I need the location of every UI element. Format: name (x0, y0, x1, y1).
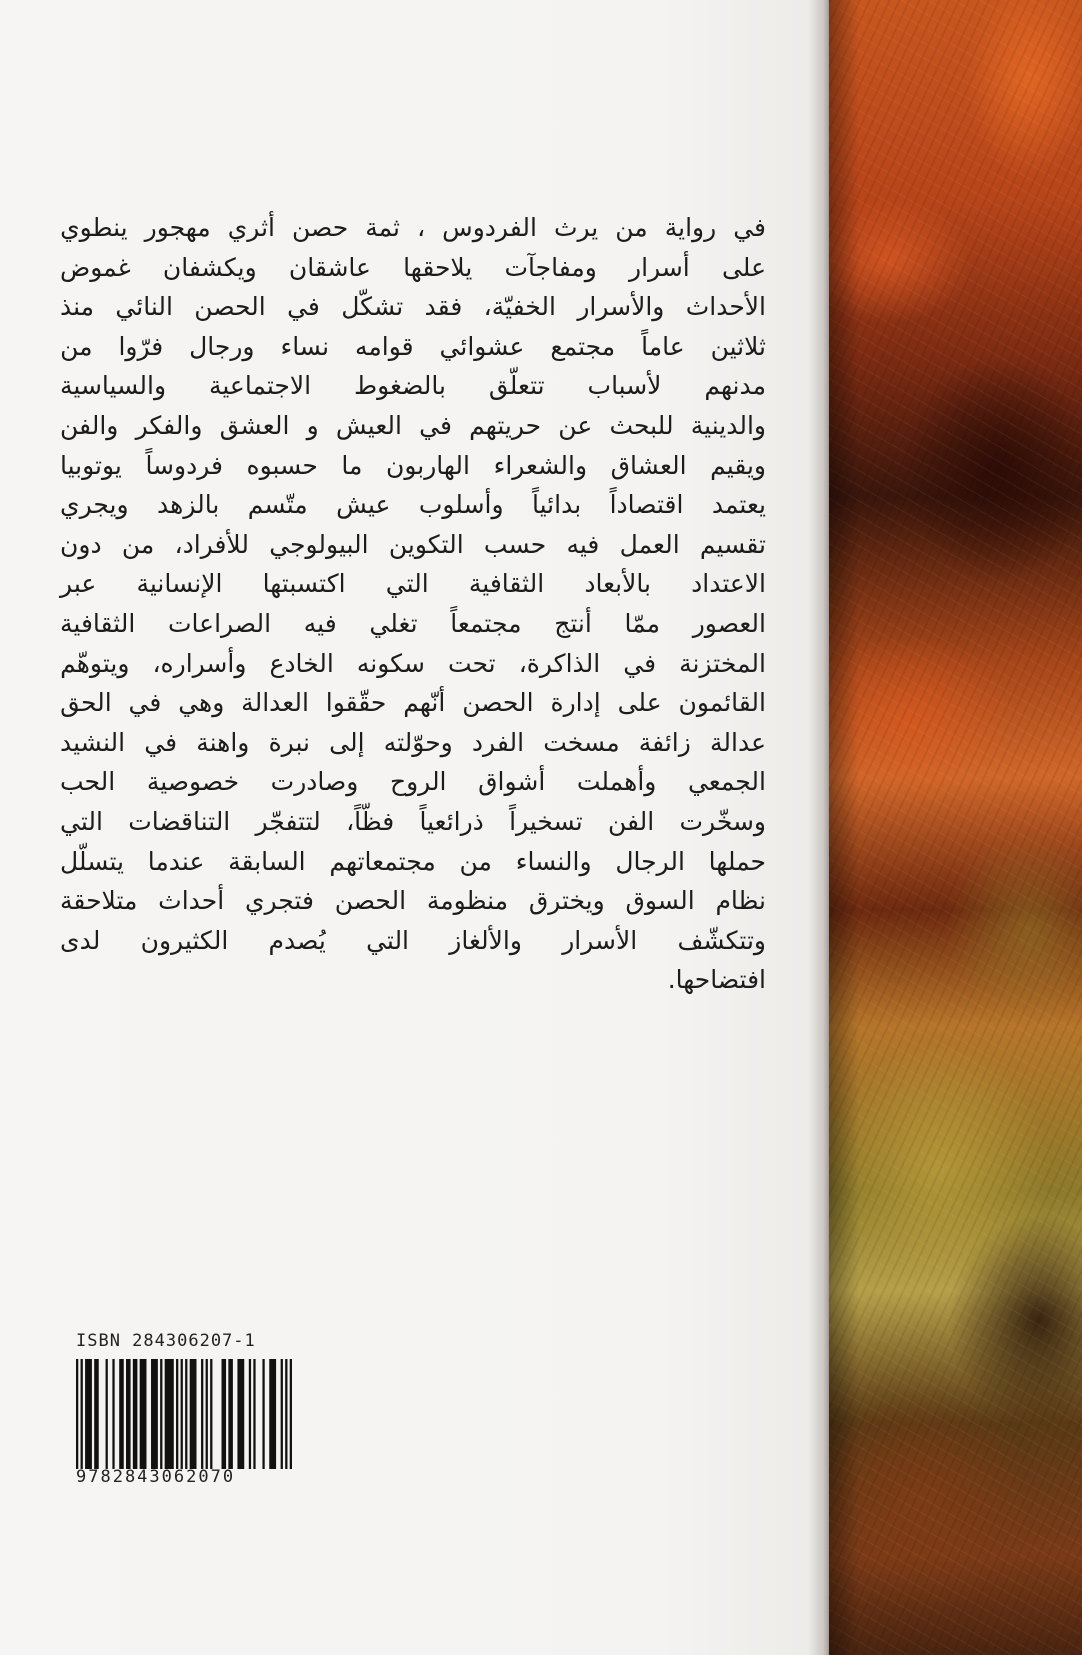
barcode-bar (119, 1359, 124, 1469)
spine-shadow (808, 0, 830, 1655)
barcode-bar (190, 1359, 197, 1469)
barcode-icon (76, 1359, 292, 1469)
ean-digits: 9782843062070 (76, 1467, 236, 1487)
barcode-bar (201, 1359, 203, 1469)
synopsis-line: الجمعي وأهملت أشواق الروح وصادرت خصوصية الحب (60, 767, 766, 797)
barcode-bar (253, 1359, 255, 1469)
synopsis-line: العصور ممّا أنتج مجتمعاً تغلي فيه الصراعات الثقافية (60, 608, 766, 638)
synopsis-line: مدنهم لأسباب تتعلّق بالضغوط الاجتماعية والسياسية (60, 371, 766, 401)
barcode-bar (285, 1359, 287, 1469)
barcode-bar (206, 1359, 208, 1469)
synopsis-line: الأحداث والأسرار الخفيّة، فقد تشكّل في الحصن النائي منذ (60, 292, 766, 322)
barcode-bar (210, 1359, 212, 1469)
barcode-bar (81, 1359, 83, 1469)
barcode-bar (140, 1359, 147, 1469)
barcode-bar (106, 1359, 108, 1469)
isbn-number: ISBN 284306207-1 (76, 1331, 256, 1351)
synopsis-line: في رواية من يرث الفردوس ، ثمة حصن أثري مهجور ينطوي (60, 213, 766, 242)
synopsis-line: والدينية للبحث عن حريتهم في العيش و العشق والفكر والفن (60, 410, 766, 440)
synopsis-paragraph (60, 208, 766, 1000)
barcode-bar (181, 1359, 183, 1469)
synopsis-line: المختزنة في الذاكرة، تحت سكونه الخادع وأسراره، ويتوهّم (60, 648, 766, 678)
barcode-bar (222, 1359, 227, 1469)
synopsis-line: الاعتداد بالأبعاد الثقافية التي اكتسبتها الإنسانية عبر (60, 569, 766, 599)
barcode-bar (281, 1359, 283, 1469)
barcode-bar (160, 1359, 162, 1469)
barcode-background (76, 1359, 292, 1469)
barcode-bar (262, 1359, 264, 1469)
synopsis-line: يعتمد اقتصاداً بدائياً وأسلوب عيش متّسم بالزهد ويجري (60, 490, 766, 520)
barcode-bar (94, 1359, 99, 1469)
barcode-bar (151, 1359, 158, 1469)
barcode-bar (228, 1359, 233, 1469)
synopsis-line: تقسيم العمل فيه حسب التكوين البيولوجي للأفراد، من دون (60, 529, 766, 559)
synopsis-line: القائمون على إدارة الحصن أنّهم حقّقوا العدالة وهي في الحق (60, 688, 766, 718)
synopsis-line: ويقيم العشاق والشعراء الهاربون ما حسبوه فردوساً يوتوبيا (60, 450, 766, 480)
barcode-bar (133, 1359, 138, 1469)
barcode-bar (269, 1359, 276, 1469)
cover-art-strip (829, 0, 1082, 1655)
synopsis-line: نظام السوق ويخترق منظومة الحصن فتجري أحداث متلاحقة (60, 886, 766, 916)
barcode-bar (126, 1359, 131, 1469)
synopsis-line: على أسرار ومفاجآت يلاحقها عاشقان ويكشفان غموض (60, 252, 766, 282)
synopsis-line: حملها الرجال والنساء من مجتمعاتهم السابقة عندما يتسلّل (60, 846, 766, 876)
barcode-bar (290, 1359, 292, 1469)
barcode-bar (237, 1359, 244, 1469)
barcode-bar (185, 1359, 187, 1469)
barcode-bar (76, 1359, 78, 1469)
synopsis-line: ثلاثين عاماً مجتمع عشوائي قوامه نساء ورجال فرّوا من (60, 331, 766, 361)
barcode-bar (85, 1359, 92, 1469)
synopsis-line: عدالة زائفة مسخت الفرد وحوّلته إلى نبرة واهنة في النشيد (60, 727, 766, 757)
synopsis-line: افتضاحها. (667, 965, 766, 995)
barcode-bar (112, 1359, 114, 1469)
barcode-bar (176, 1359, 178, 1469)
isbn-barcode-block (76, 1331, 292, 1487)
synopsis-line: وتتكشّف الأسرار والألغاز التي يُصدم الكثيرون لدى (60, 925, 766, 955)
barcode-bar (249, 1359, 251, 1469)
synopsis-line: وسخّرت الفن تسخيراً ذرائعياً فظّاً، لتتفجّر التناقضات التي (60, 806, 766, 836)
barcode-bar (165, 1359, 174, 1469)
